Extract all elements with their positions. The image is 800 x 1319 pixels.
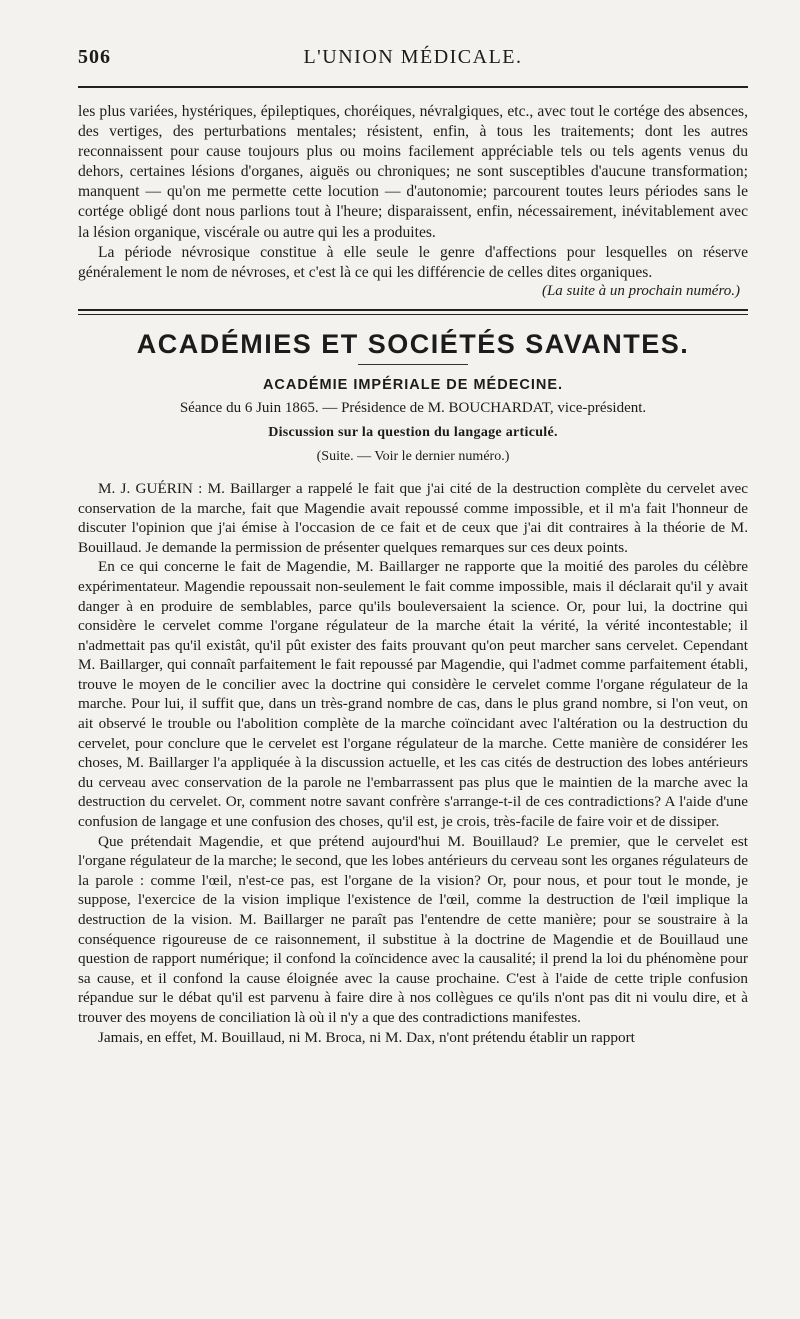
running-head (78, 0, 748, 86)
session-line: Séance du 6 Juin 1865. — Présidence de M. BOUCHARDAT, vice-président. (179, 399, 647, 416)
paragraph: La période névrosique constitue à elle seule le genre d'affections pour lesquelles on réserve généralement le nom de névroses, et c'est là ce qui les différencie de celles dites organiques. (78, 243, 748, 281)
discussion-heading: Discussion sur la question du langage articulé. (268, 424, 558, 440)
paragraph: les plus variées, hystériques, épileptiques, choréiques, névralgiques, etc., avec tout le cortége des absences, des vertiges, des perturbations mentales; résistent, enfin, à tous les traitements; dont les autres reconnaissent pour cause toujours plus ou moins facilement appréciable tels ou tels agents venus du dehors, certaines lésions d'organes, aiguës ou chroniques; ne sont susceptibles d'aucune transformation; manquent — qu'on me permette cette locution — d'autonomie; parcourent toutes leurs périodes sans le cortége obligé dont nous parlions tout à l'heure; disparaissent, enfin, nécessairement, inévitablement avec la lésion organique, viscérale ou autre qui les a produites. (78, 103, 748, 241)
page-number: 506 (78, 46, 111, 68)
suite-note: (Suite. — Voir le dernier numéro.) (316, 448, 510, 464)
paragraph: En ce qui concerne le fait de Magendie, M. Baillarger ne rapporte que la moitié des paroles du célèbre expérimentateur. Magendie repoussait non-seulement le fait comme impossible, mais il déclarait qu'il y avait danger à en produire de semblables, parce qu'ils bouleversaient la science. Or, pour lui, la doctrine qui considère le cervelet comme l'organe régulateur de la marche était la vérité, la vérité incontestable; il n'admettait pas qu'il existât, qu'il pût exister des faits prouvant qu'on peut marcher sans cervelet. Cependant M. Baillarger, qui connaît parfaitement le fait repoussé par Magendie, qui l'admet comme parfaitement établi, trouve le moyen de le concilier avec la doctrine qui considère le cervelet comme l'organe régulateur de la marche. Pour lui, il suffit que, dans un très-grand nombre de cas, dans le plus grand nombre, si l'on veut, on ait observé le trouble ou l'abolition complète de la marche coïncidant avec l'altération ou la destruction du cervelet, pour conclure que le cervelet est l'organe régulateur de la marche. Cette manière de considérer les choses, M. Baillarger l'a appliquée à la discussion actuelle, et les cas cités de destruction des lobes antérieurs du cerveau avec conservation de la parole ne l'embarrassent pas plus que le maintien de la marche avec la destruction du cervelet. Or, comment notre savant confrère s'arrange-t-il de ces contradictions? A l'aide d'une confusion de langage et une confusion des choses, qu'il est, je crois, très-facile de faire voir et de dissiper. (78, 558, 748, 831)
session-report (78, 479, 748, 1047)
section-title: ACADÉMIES ET SOCIÉTÉS SAVANTES. (136, 328, 690, 359)
academy-heading: ACADÉMIE IMPÉRIALE DE MÉDECINE. (262, 376, 564, 393)
journal-title: L'UNION MÉDICALE. (303, 46, 523, 68)
title-rule (358, 364, 468, 365)
header-rule (78, 86, 748, 88)
continuation-note: (La suite à un prochain numéro.) (541, 282, 740, 299)
paragraph: M. J. GUÉRIN : M. Baillarger a rappelé le fait que j'ai cité de la destruction complète du cervelet avec conservation de la marche, fait que Magendie avait repoussé comme impossible, et il m'a fait l'honneur de discuter l'opinion que j'ai émise à l'occasion de ce fait et de ceux que j'ai dit contraires à la théorie de M. Bouillaud. Je demande la permission de présenter quelques remarques sur ces deux points. (78, 479, 748, 556)
paragraph: Que prétendait Magendie, et que prétend aujourd'hui M. Bouillaud? Le premier, que le cervelet est l'organe régulateur de la marche; le second, que les lobes antérieurs du cerveau sont les organes régulateurs de la parole : comme l'œil, n'est-ce pas, est l'organe de la vision? Or, pour nous, et pour tout le monde, je suppose, l'exercice de la vision implique l'existence de l'œil, comme la destruction de l'œil implique la destruction de la vision. M. Baillarger ne paraît pas l'entendre de cette manière; pour se soustraire à la conséquence rigoureuse de ce raisonnement, il substitue à la doctrine de Magendie et de Bouillaud une question de rapport numérique; il confond la coïncidence avec la causalité; il prend la loi du phénomène pour sa cause, et il confond la cause éloignée avec la cause prochaine. C'est à l'aide de cette triple confusion répandue sur le débat qu'il est parvenu à faire dire à nos collègues ce qu'ils n'ont pas dit ni voulu dire, et à trouver des moyens de conciliation là où il n'y a que des contradictions manifestes. (78, 832, 748, 1026)
paragraph: Jamais, en effet, M. Bouillaud, ni M. Broca, ni M. Dax, n'ont prétendu établir un rapport (98, 1028, 635, 1046)
article-continuation (78, 102, 748, 301)
section-divider (78, 309, 748, 315)
